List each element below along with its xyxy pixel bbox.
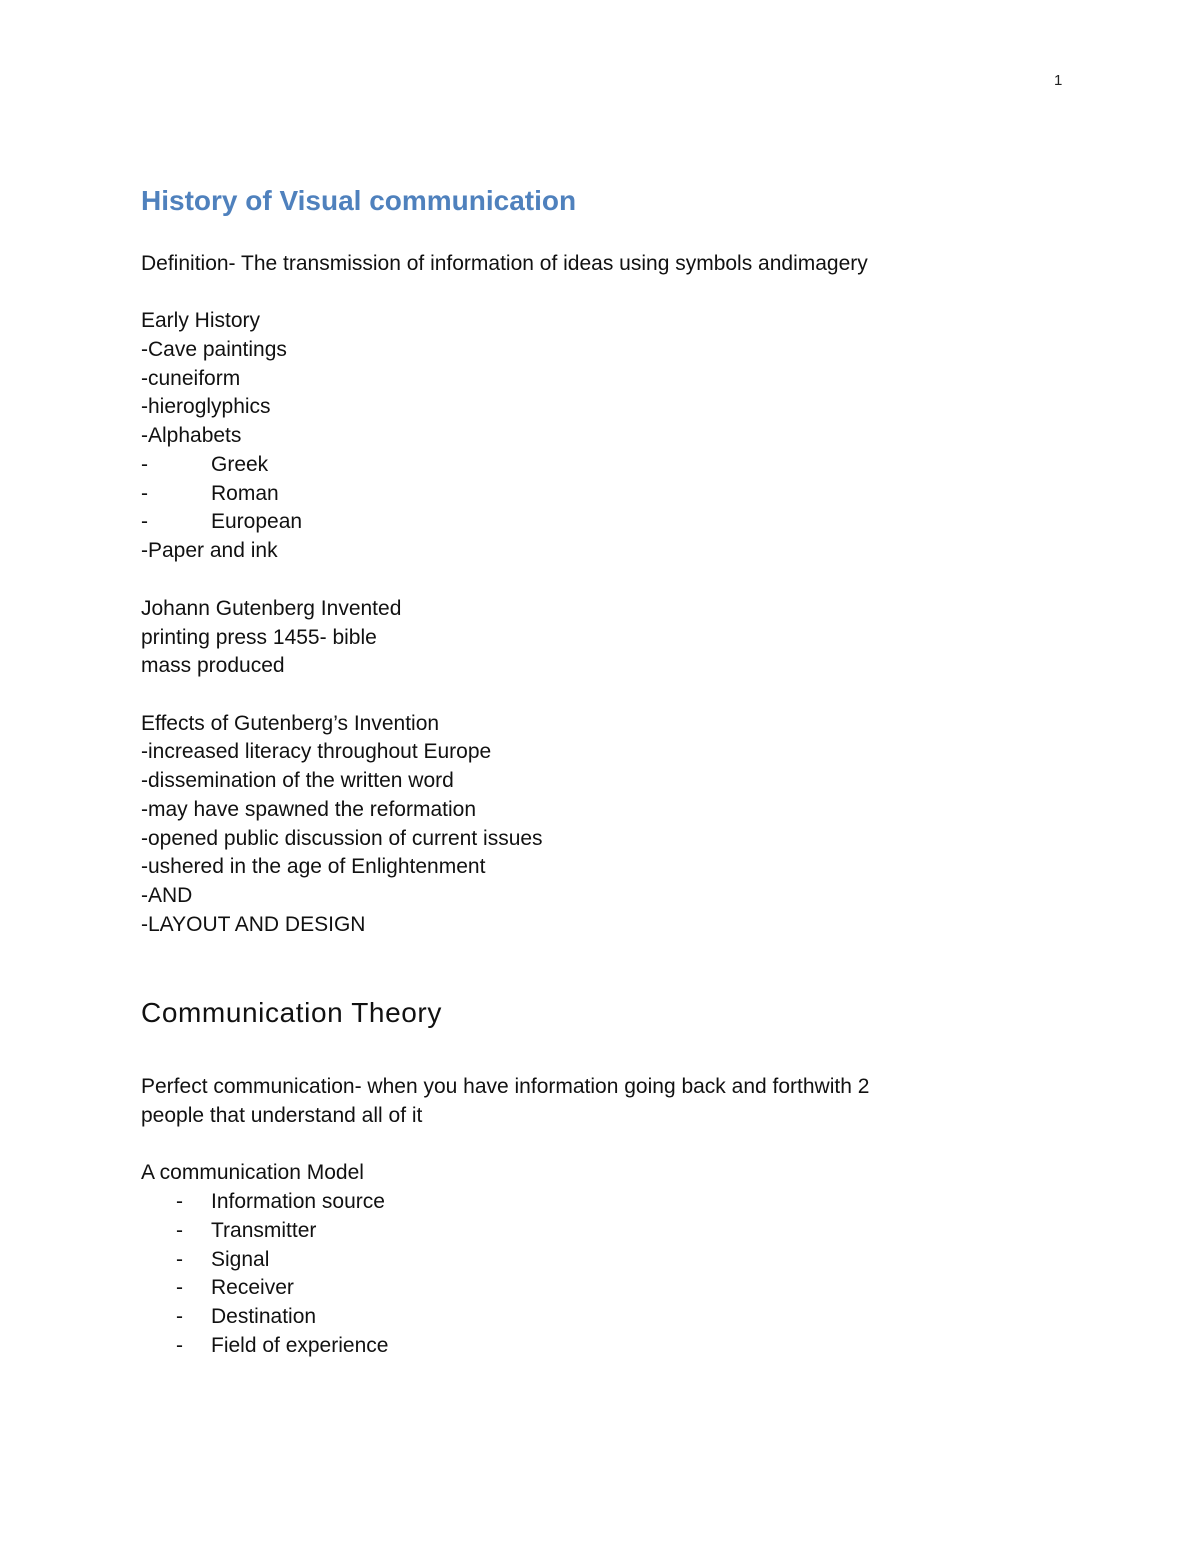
dash-marker: -	[141, 453, 148, 476]
model-item-label: Field of experience	[211, 1334, 389, 1357]
definition-text: Definition- The transmission of information of ideas using symbols andimagery	[141, 252, 868, 275]
dash-marker: -	[176, 1305, 183, 1328]
list-item: -cuneiform	[141, 367, 241, 390]
list-item: -may have spawned the reformation	[141, 798, 477, 821]
alphabet-item-roman	[141, 480, 279, 508]
dash-marker: -	[176, 1334, 183, 1357]
perfect-communication-text: Perfect communication- when you have information going back and forthwith 2	[141, 1075, 870, 1098]
dash-marker: -	[176, 1248, 183, 1271]
gutenberg-line: printing press 1455- bible	[141, 626, 377, 649]
list-item: -AND	[141, 884, 193, 907]
alphabet-label: Greek	[211, 453, 269, 476]
list-item: -dissemination of the written word	[141, 769, 454, 792]
list-item: -LAYOUT AND DESIGN	[141, 913, 366, 936]
communication-theory-heading: Communication Theory	[141, 997, 442, 1028]
page-title: History of Visual communication	[141, 185, 577, 216]
model-heading: A communication Model	[141, 1161, 364, 1184]
model-item-label: Destination	[211, 1305, 317, 1328]
list-item: -Alphabets	[141, 424, 242, 447]
dash-marker: -	[176, 1190, 183, 1213]
dash-marker: -	[141, 482, 148, 505]
dash-marker: -	[176, 1219, 183, 1242]
list-item: -Paper and ink	[141, 539, 278, 562]
gutenberg-line: mass produced	[141, 654, 285, 677]
model-item-label: Transmitter	[211, 1219, 317, 1242]
model-item-destination	[141, 1303, 316, 1331]
alphabet-item-greek	[141, 451, 268, 479]
list-item: -hieroglyphics	[141, 395, 271, 418]
dash-marker: -	[176, 1276, 183, 1299]
page-number: 1	[1054, 72, 1063, 89]
dash-marker: -	[141, 510, 148, 533]
model-item-field-of-experience	[141, 1332, 388, 1360]
model-item-receiver	[141, 1274, 294, 1302]
model-item-label: Receiver	[211, 1276, 294, 1299]
model-item-transmitter	[141, 1217, 316, 1245]
list-item: -ushered in the age of Enlightenment	[141, 855, 486, 878]
list-item: -opened public discussion of current issues	[141, 827, 543, 850]
early-history-heading: Early History	[141, 309, 261, 332]
perfect-communication-text: people that understand all of it	[141, 1104, 423, 1127]
model-item-label: Information source	[211, 1190, 385, 1213]
model-item-signal	[141, 1246, 269, 1274]
alphabet-label: Roman	[211, 482, 279, 505]
model-item-label: Signal	[211, 1248, 270, 1271]
model-item-information-source	[141, 1188, 385, 1216]
alphabet-label: European	[211, 510, 303, 533]
gutenberg-line: Johann Gutenberg Invented	[141, 597, 402, 620]
list-item: -increased literacy throughout Europe	[141, 740, 492, 763]
alphabet-item-european	[141, 508, 302, 536]
effects-heading: Effects of Gutenberg’s Invention	[141, 712, 440, 735]
list-item: -Cave paintings	[141, 338, 287, 361]
